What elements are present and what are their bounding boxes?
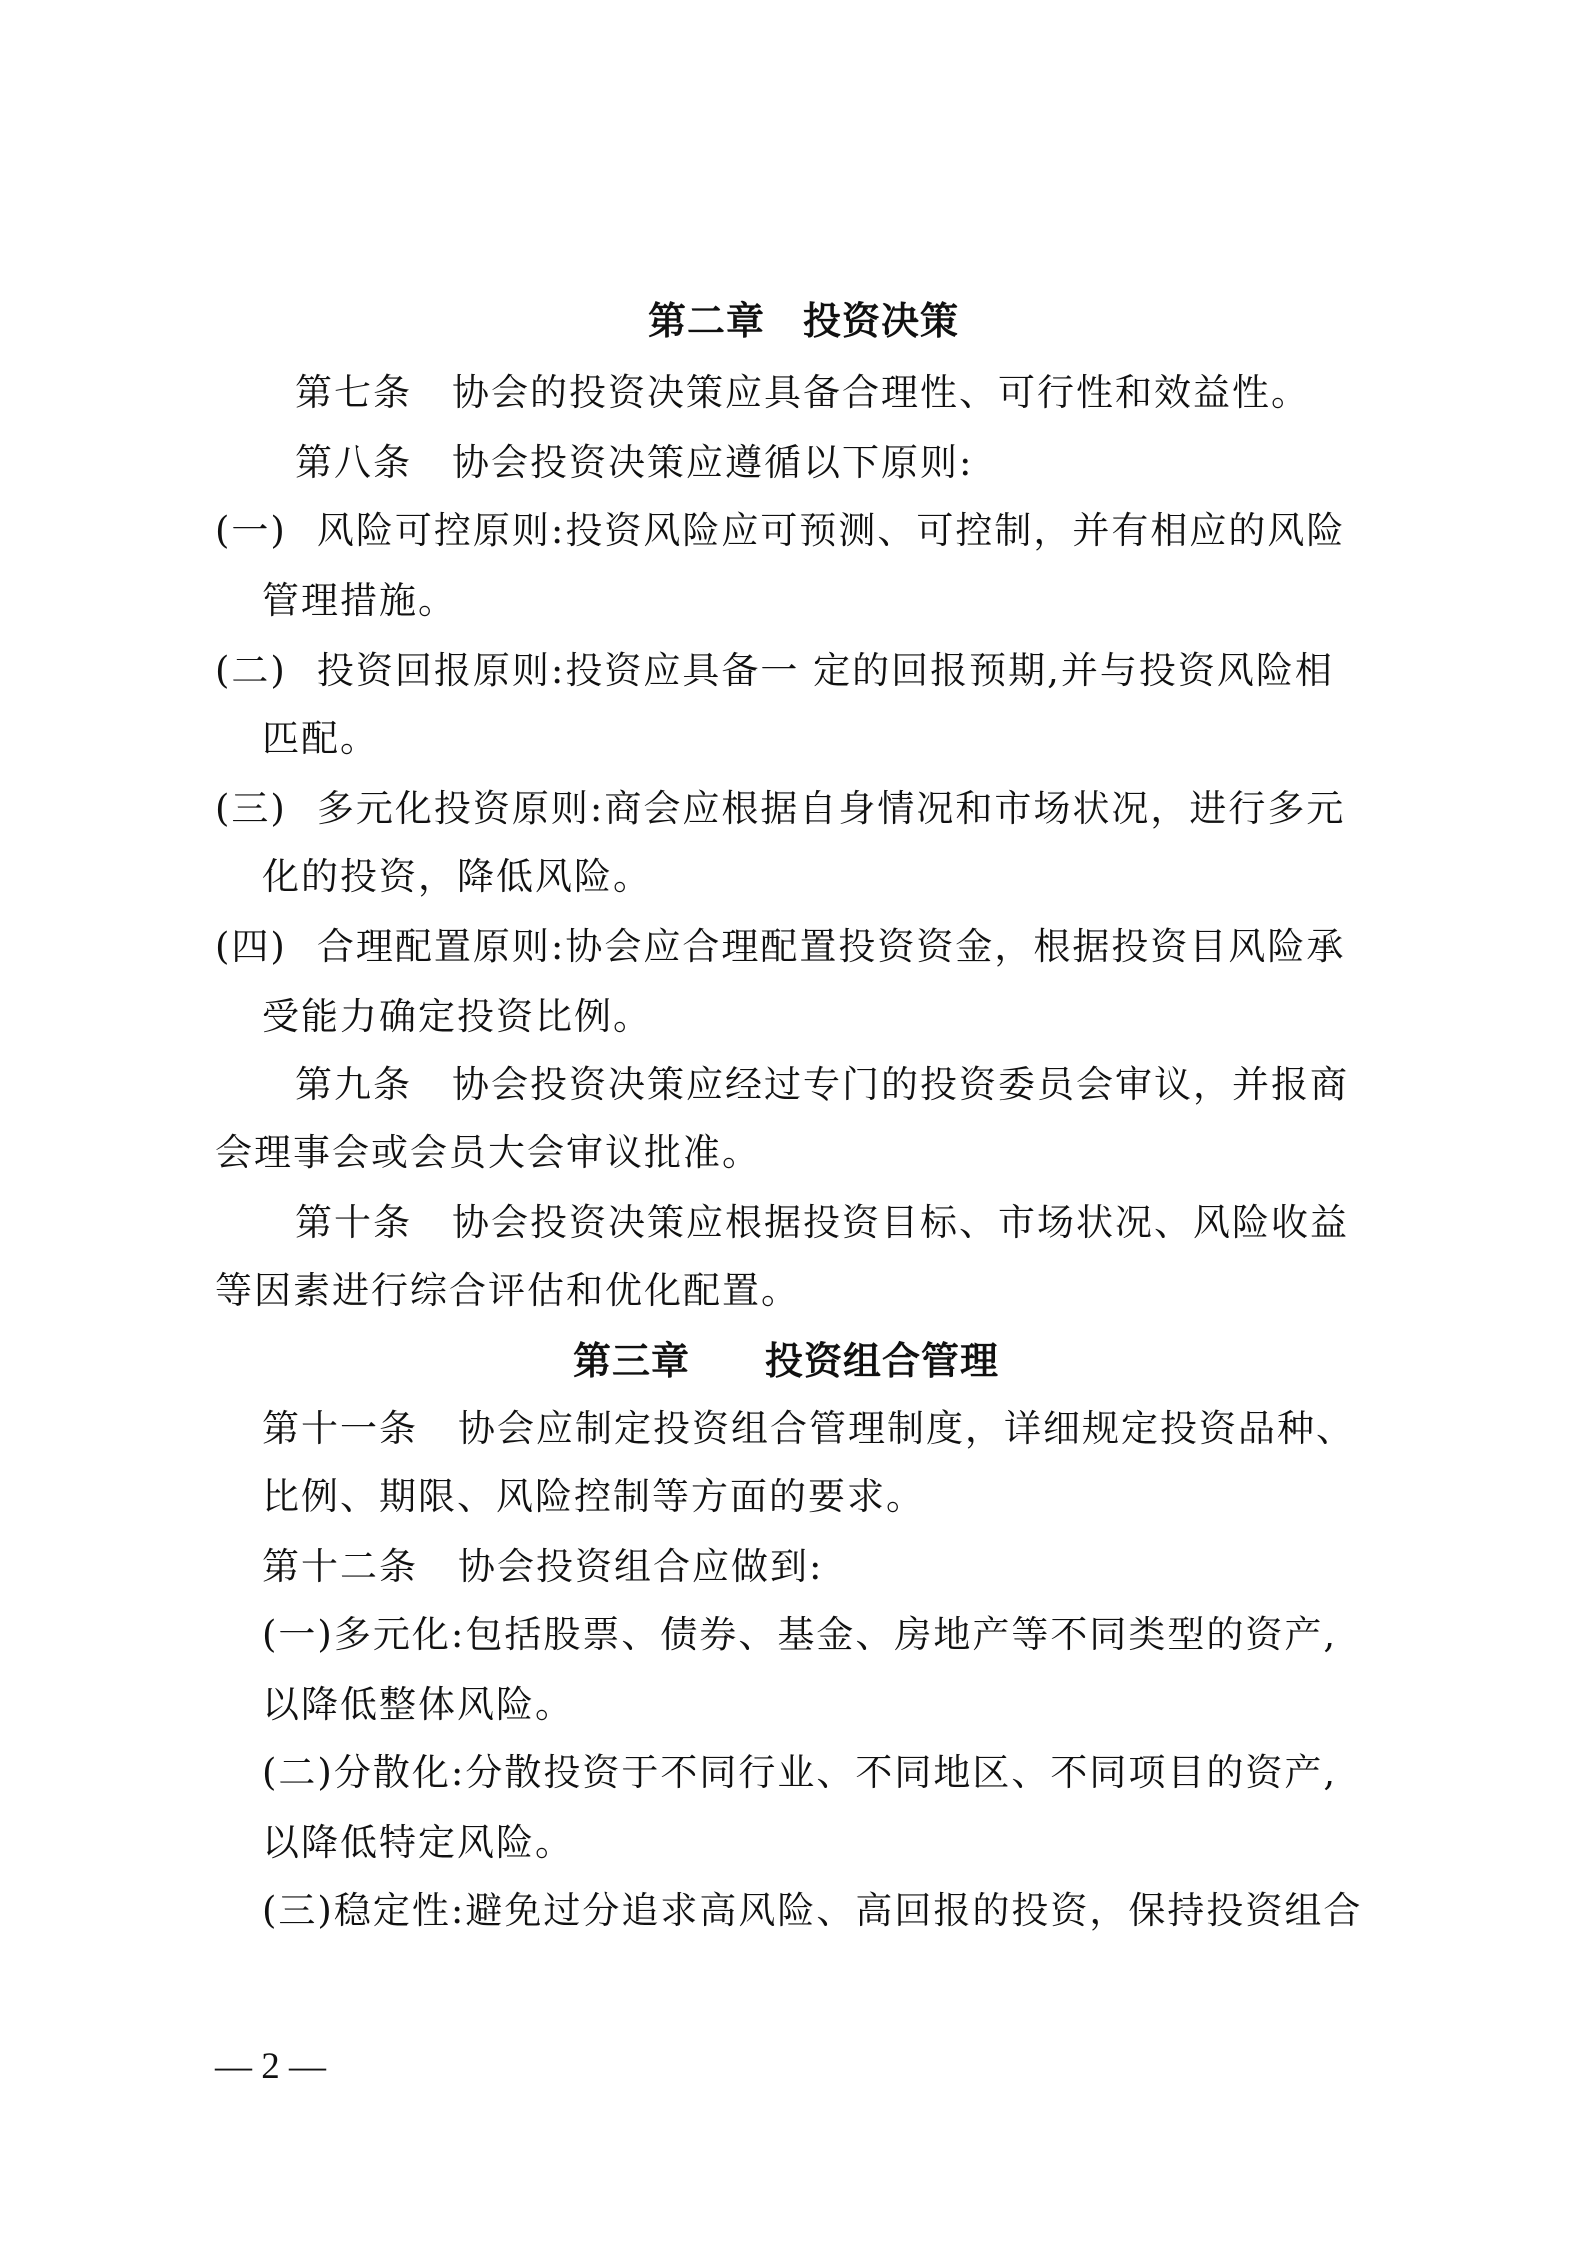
- list-marker: (二): [215, 649, 287, 692]
- paragraph-text: 以降低特定风险。: [262, 1821, 574, 1864]
- article-label: 第九条: [295, 1063, 412, 1106]
- chapter-number: 第三章: [573, 1339, 691, 1383]
- paragraph-text: 合理配置原则:协会应合理配置投资资金，根据投资目风险承: [316, 925, 1346, 968]
- paragraph-text: 协会投资决策应根据投资目标、市场状况、风险收益: [452, 1201, 1349, 1244]
- article-label: 第十一条: [262, 1407, 418, 1450]
- paragraph-text: 以降低整体风险。: [262, 1683, 574, 1726]
- list-marker: (一): [262, 1613, 334, 1656]
- paragraph-text: 受能力确定投资比例。: [262, 995, 652, 1038]
- paragraph-text: 协会的投资决策应具备合理性、可行性和效益性。: [452, 371, 1310, 414]
- list-marker: (三): [215, 787, 287, 830]
- chapter-title: 投资决策: [803, 299, 960, 343]
- list-item: [215, 924, 1345, 970]
- list-item: [215, 648, 1334, 694]
- article-paragraph: [295, 1062, 1349, 1108]
- paragraph-text: 分散化:分散投资于不同行业、不同地区、不同项目的资产,: [333, 1751, 1338, 1794]
- article-label: 第八条: [295, 441, 412, 484]
- chapter-heading: [573, 1338, 999, 1384]
- list-item: [215, 508, 1345, 554]
- list-item: [262, 1888, 1362, 1934]
- article-label: 第十二条: [262, 1545, 418, 1588]
- article-label: 第十条: [295, 1201, 412, 1244]
- list-marker: (二): [262, 1751, 334, 1794]
- list-marker: (三): [262, 1889, 334, 1932]
- paragraph-text: 协会投资决策应遵循以下原则:: [452, 441, 974, 484]
- paragraph-text: 协会投资决策应经过专门的投资委员会审议，并报商: [452, 1063, 1349, 1106]
- chapter-number: 第二章: [648, 299, 766, 343]
- paragraph-text: 会理事会或会员大会审议批准。: [215, 1131, 761, 1174]
- paragraph-text: 等因素进行综合评估和优化配置。: [215, 1269, 800, 1312]
- paragraph-text: 协会投资组合应做到:: [458, 1545, 824, 1588]
- list-item: [262, 1612, 1337, 1658]
- paragraph-text: 多元化:包括股票、债券、基金、房地产等不同类型的资产,: [333, 1613, 1338, 1656]
- chapter-heading: [648, 298, 959, 344]
- list-marker: (四): [215, 925, 287, 968]
- paragraph-text: 比例、期限、风险控制等方面的要求。: [262, 1475, 925, 1518]
- article-paragraph: [295, 440, 973, 486]
- page-number: — 2 —: [215, 2046, 326, 2087]
- article-paragraph: [295, 370, 1310, 416]
- paragraph-text: 投资回报原则:投资应具备一 定的回报预期,并与投资风险相: [316, 649, 1334, 692]
- article-paragraph: [262, 1406, 1355, 1452]
- paragraph-text: 协会应制定投资组合管理制度，详细规定投资品种、: [458, 1407, 1355, 1450]
- paragraph-text: 风险可控原则:投资风险应可预测、可控制，并有相应的风险: [316, 509, 1346, 552]
- list-marker: (一): [215, 509, 287, 552]
- paragraph-text: 匹配。: [262, 717, 379, 760]
- paragraph-text: 稳定性:避免过分追求高风险、高回报的投资，保持投资组合: [333, 1889, 1363, 1932]
- paragraph-text: 管理措施。: [262, 579, 457, 622]
- list-item: [215, 786, 1345, 832]
- chapter-title: 投资组合管理: [765, 1339, 1000, 1383]
- paragraph-text: 多元化投资原则:商会应根据自身情况和市场状况，进行多元: [316, 787, 1346, 830]
- article-paragraph: [262, 1544, 823, 1590]
- list-item: [262, 1750, 1337, 1796]
- article-paragraph: [295, 1200, 1349, 1246]
- article-label: 第七条: [295, 371, 412, 414]
- paragraph-text: 化的投资，降低风险。: [262, 855, 652, 898]
